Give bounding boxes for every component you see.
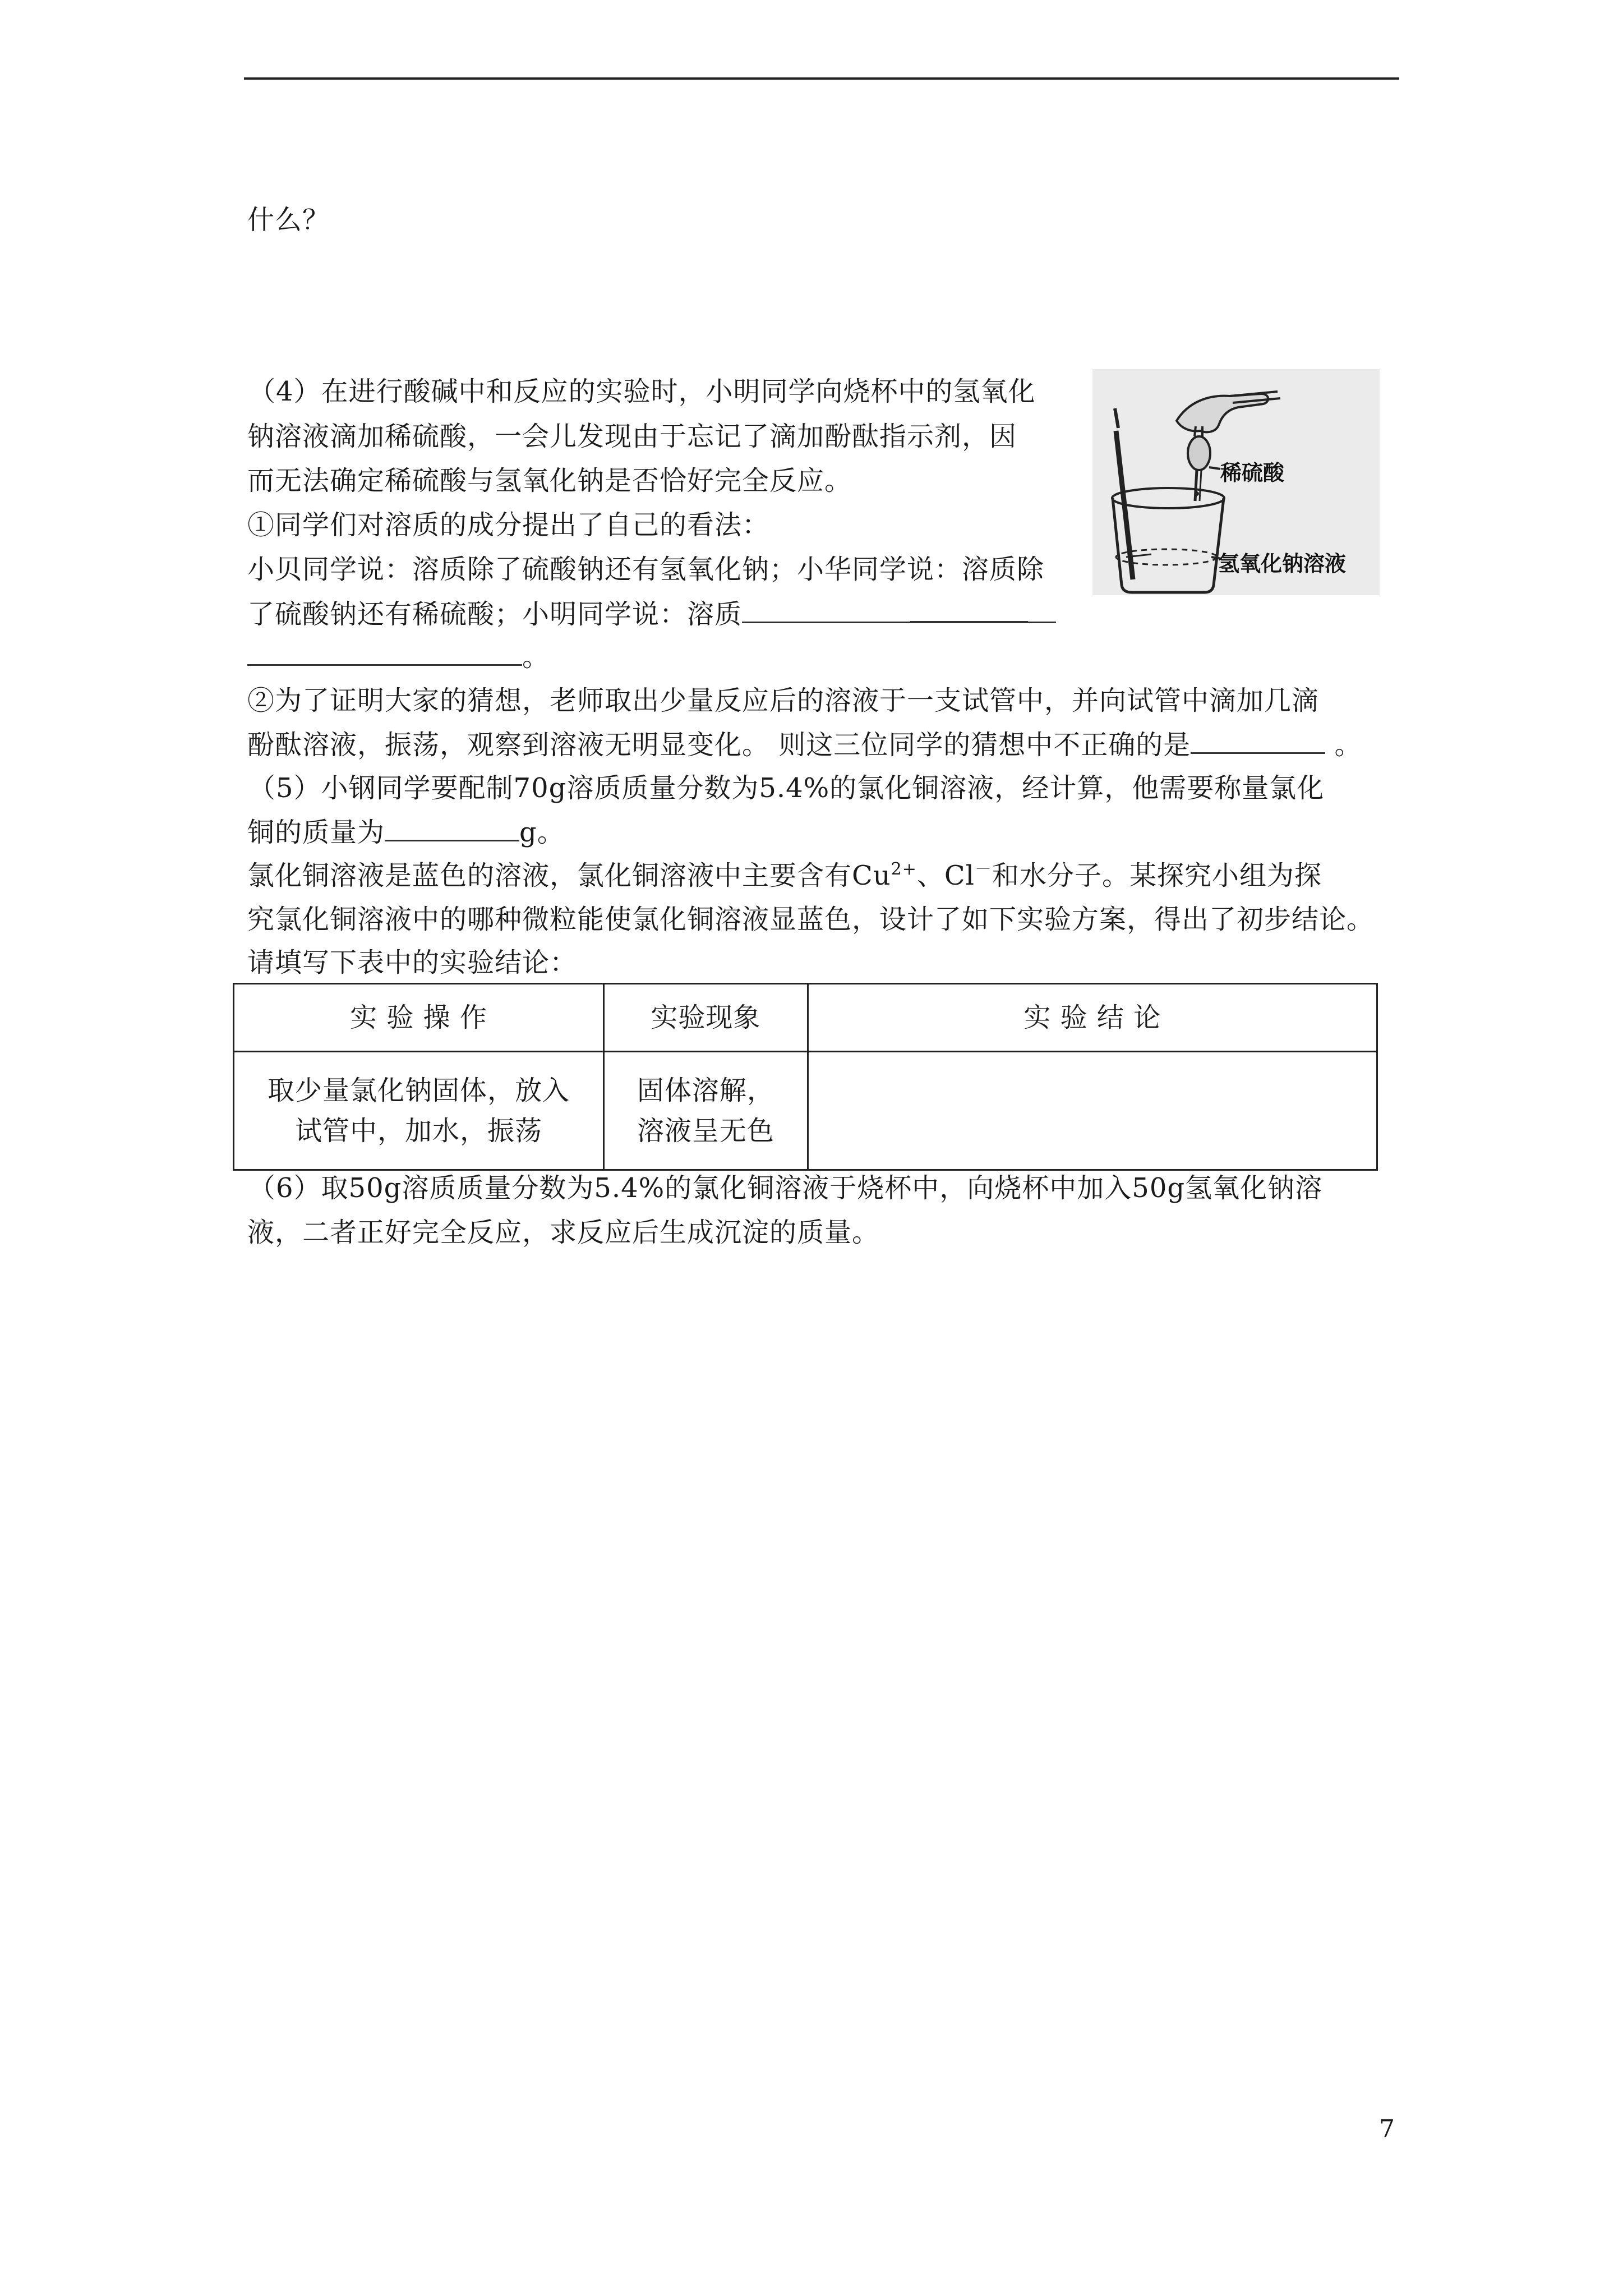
text-line: 液，二者正好完全反应，求反应后生成沉淀的质量。	[247, 1217, 880, 1248]
text-fragment: g。	[519, 817, 565, 848]
beaker-titration-figure	[1092, 369, 1380, 595]
question-4-line: （4）在进行酸碱中和反应的实验时，小明同学向烧杯中的氢氧化	[248, 376, 1036, 407]
text-fragment: 氯化铜溶液是蓝色的溶液，氯化铜溶液中主要含有Cu	[247, 860, 891, 891]
text-line	[247, 815, 565, 849]
text-line: ②为了证明大家的猜想，老师取出少量反应后的溶液于一支试管中，并向试管中滴加几滴	[247, 685, 1320, 716]
text-fragment: 了硫酸钠还有稀硫酸；小明同学说：溶质	[247, 599, 743, 630]
question-5-line: （5）小钢同学要配制70g溶质质量分数为5.4%的氯化铜溶液，经计算，他需要称量氯化	[248, 772, 1325, 804]
text-line: 究氯化铜溶液中的哪种微粒能使氯化铜溶液显蓝色，设计了如下实验方案，得出了初步结论。	[247, 904, 1375, 935]
text-line: 钠溶液滴加稀硫酸，一会儿发现由于忘记了滴加酚酞指示剂，因	[247, 421, 1017, 452]
text-fragment: 和水分子。某探究小组为探	[992, 860, 1322, 891]
cell-operation	[234, 1052, 604, 1170]
text-fragment: 。	[522, 641, 550, 673]
text-line	[247, 728, 1362, 762]
page-number: 7	[1379, 2115, 1395, 2143]
text-line	[247, 859, 1322, 892]
text-line: 请填写下表中的实验结论：	[247, 947, 578, 978]
answer-blank[interactable]	[742, 597, 910, 623]
text-line: ①同学们对溶质的成分提出了自己的看法：	[247, 509, 770, 541]
text-fragment: 铜的质量为	[247, 817, 385, 848]
answer-blank[interactable]	[385, 815, 519, 841]
header-operation: 实 验 操 作	[234, 984, 604, 1052]
cell-text: 固体溶解，	[637, 1075, 774, 1106]
text-line: 什么？	[247, 204, 330, 236]
text-fragment: 、Cl	[916, 860, 975, 891]
text-line	[247, 596, 1056, 631]
table-row	[234, 1052, 1377, 1170]
header-phenomenon: 实验现象	[604, 984, 808, 1052]
text-fragment: 酚酞溶液，振荡，观察到溶液无明显变化。 则这三位同学的猜想中不正确的是	[247, 729, 1191, 761]
label-dilute-sulfuric-acid: 稀硫酸	[1220, 461, 1285, 485]
text-line	[247, 639, 550, 674]
header-conclusion: 实 验 结 论	[808, 984, 1377, 1052]
cell-conclusion-answer[interactable]	[808, 1052, 1377, 1170]
answer-blank[interactable]	[1028, 597, 1056, 623]
text-line: 而无法确定稀硫酸与氢氧化钠是否恰好完全反应。	[247, 465, 852, 496]
answer-blank[interactable]	[910, 596, 1028, 623]
experiment-table	[233, 983, 1378, 1171]
header-rule	[244, 77, 1399, 80]
cell-text: 溶液呈无色	[637, 1115, 774, 1147]
label-sodium-hydroxide-solution: 氢氧化钠溶液	[1218, 551, 1347, 576]
cell-text: 取少量氯化钠固体，放入	[268, 1075, 570, 1106]
question-6-line: （6）取50g溶质质量分数为5.4%的氯化铜溶液于烧杯中，向烧杯中加入50g氢氧化钠溶	[248, 1172, 1323, 1204]
ion-charge: －	[974, 859, 992, 879]
cell-text: 试管中，加水，振荡	[295, 1115, 543, 1147]
ion-charge: 2+	[891, 859, 917, 879]
text-fragment: 。	[1325, 729, 1362, 761]
cell-phenomenon	[604, 1052, 808, 1170]
answer-blank[interactable]	[1191, 728, 1325, 754]
text-line: 小贝同学说：溶质除了硫酸钠还有氢氧化钠；小华同学说：溶质除	[247, 554, 1045, 585]
answer-blank[interactable]	[247, 639, 522, 666]
table-header-row	[234, 984, 1377, 1052]
